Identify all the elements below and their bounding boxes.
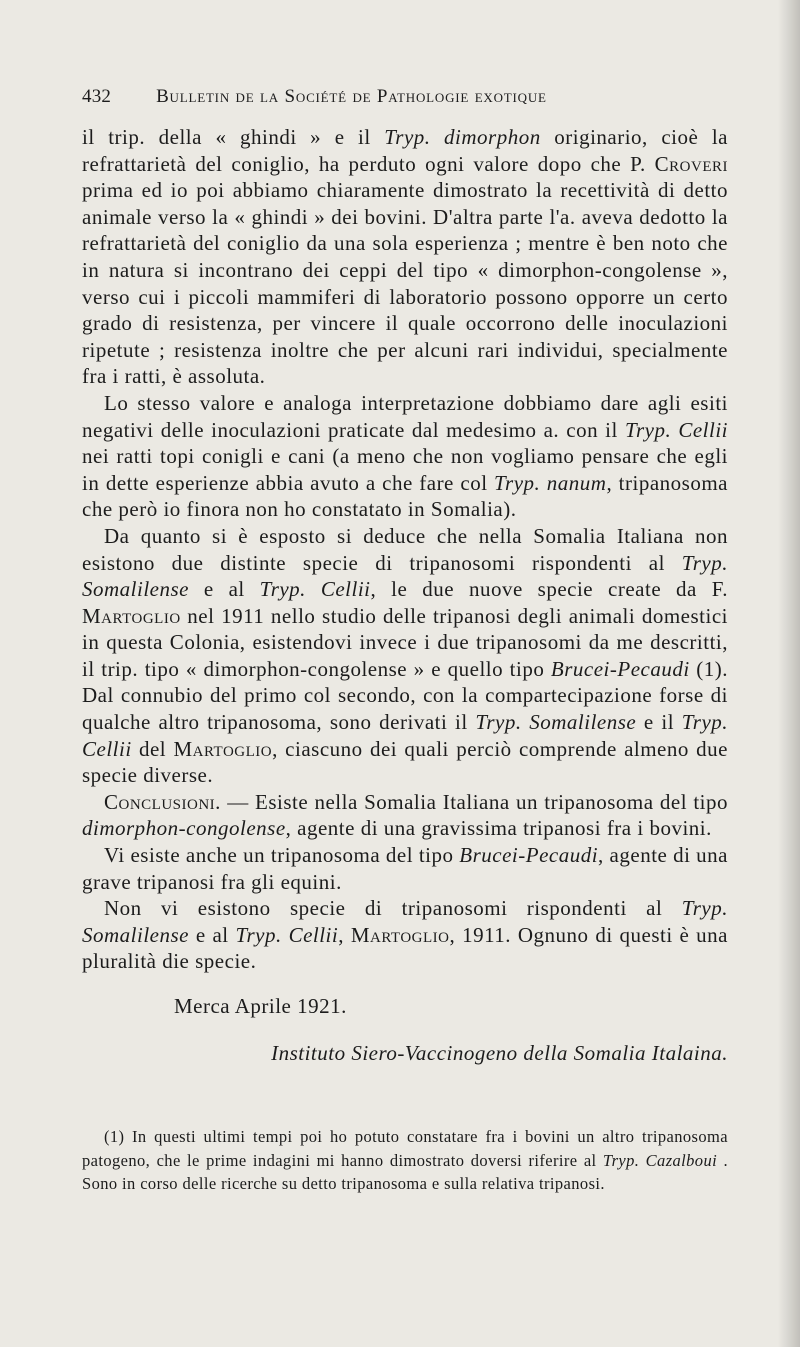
page-edge-shadow bbox=[778, 0, 800, 1347]
author-name: Martoglio bbox=[350, 922, 450, 947]
footnote bbox=[82, 1125, 728, 1196]
paragraph-2 bbox=[82, 390, 728, 523]
text-run: , bbox=[338, 922, 351, 947]
text-run: , agente di una grave tripanosi fra gli equini. bbox=[82, 843, 729, 894]
text-run: il trip. della « ghindi » e il bbox=[82, 125, 385, 149]
text-run: (1) In questi ultimi tempi poi ho potuto constatare fra i bovini un altro tripanosoma patogeno, che le prime indagini mi hanno dimostrato doversi riferire al bbox=[82, 1127, 728, 1170]
paragraph-6 bbox=[82, 895, 728, 975]
species-name: Tryp. Somalilense bbox=[475, 710, 637, 735]
footnote-1 bbox=[82, 1125, 728, 1196]
text-run: , agente di una gravissima tripanosi fra i bovini. bbox=[285, 816, 712, 841]
species-name: Tryp. dimorphon bbox=[384, 125, 541, 149]
species-name: Tryp. Cazalboui bbox=[602, 1150, 718, 1170]
text-run: , tripanosoma che però io finora non ho constatato in Somalia). bbox=[82, 470, 728, 522]
text-run: del bbox=[131, 736, 174, 761]
text-run: (1). Dal connubio del primo col secondo, con la compartecipazione forse di qualche altro tripanosoma, sono derivati il bbox=[82, 656, 728, 735]
article-body bbox=[82, 124, 728, 1066]
text-run: nel 1911 nello studio delle tripanosi degli animali domestici in questa Colonia, esistendovi invece i due tripanosomi da me descritti, il trip. tipo « dimorphon-congolense » e quello tipo bbox=[82, 603, 728, 681]
text-run: e al bbox=[188, 577, 260, 602]
text-run: e il bbox=[636, 710, 682, 735]
author-name: Martoglio bbox=[173, 736, 273, 761]
species-name: Tryp. Somalilense bbox=[82, 550, 728, 602]
species-name: Tryp. Cellii bbox=[259, 577, 371, 602]
conclusions-heading: Conclusioni. bbox=[104, 789, 221, 814]
species-name: Tryp. Cellii bbox=[82, 710, 729, 761]
paragraph-conclusions bbox=[82, 789, 728, 842]
text-run: Lo stesso valore e analoga interpretazione dobbiamo dare agli esiti negativi delle inoculazioni praticate dal medesimo a. con il bbox=[82, 390, 728, 442]
place-date: Merca Aprile 1921. bbox=[174, 994, 347, 1018]
text-run: prima ed io poi abbiamo chiaramente dimostrato la recettività di detto animale verso la « ghindi » dei bovini. D'altra parte l'a. aveva dedotto la refrattarietà del coniglio da una sola esperienza ; mentre è ben noto che in natura si incontrano dei ceppi del tipo « dimorphon-congolense », verso cui i piccoli mammiferi di laboratorio possono opporre un certo grado di resistenza, per vincere il quale occorrono delle inoculazioni ripetute ; resistenza inoltre che per alcuni rari individui, specialmente fra i ratti, è assoluta. bbox=[82, 178, 728, 389]
page-header bbox=[82, 86, 732, 108]
text-run: , ciascuno dei quali perciò comprende almeno due specie diverse. bbox=[82, 736, 729, 788]
author-name: Martoglio bbox=[82, 603, 181, 628]
text-run: e al bbox=[188, 922, 236, 947]
running-title: Bulletin de la Société de Pathologie exotique bbox=[156, 86, 547, 107]
institute-signature: Instituto Siero-Vaccinogeno della Somalia Italaina. bbox=[271, 1040, 728, 1065]
text-run: . Sono in corso delle ricerche su detto tripanosoma e sulla relativa tripanosi. bbox=[82, 1150, 728, 1193]
paragraph-1 bbox=[82, 124, 728, 390]
species-name: dimorphon-congolense bbox=[82, 816, 286, 841]
species-name: Brucei-Pecaudi bbox=[459, 843, 599, 868]
species-name: Tryp. Somalilense bbox=[82, 896, 728, 947]
text-run: Non vi esistono specie di tripanosomi rispondenti al bbox=[104, 896, 682, 921]
text-run: — Esiste nella Somalia Italiana un tripanosoma del tipo bbox=[220, 789, 728, 814]
text-run: originario, cioè la refrattarietà del coniglio, ha perduto ogni valore dopo che P. bbox=[82, 125, 728, 176]
page-number: 432 bbox=[82, 86, 112, 107]
author-name: Croveri bbox=[654, 151, 728, 176]
text-run: Da quanto si è esposto si deduce che nella Somalia Italiana non esistono due distinte specie di tripanosomi rispondenti al bbox=[82, 523, 728, 575]
paragraph-3 bbox=[82, 523, 728, 789]
paragraph-5 bbox=[82, 842, 728, 895]
text-run: nei ratti topi conigli e cani (a meno che non vogliamo pensare che egli in dette esperienze abbia avuto a che fare col bbox=[82, 444, 728, 495]
species-name: Tryp. nanum bbox=[494, 470, 607, 495]
text-run: Vi esiste anche un tripanosoma del tipo bbox=[104, 843, 460, 868]
text-run: , le due nuove specie create da F. bbox=[370, 577, 729, 602]
species-name: Brucei-Pecaudi bbox=[550, 656, 690, 681]
text-run: , 1911. Ognuno di questi è una pluralità die specie. bbox=[82, 922, 729, 974]
species-name: Tryp. Cellii bbox=[624, 417, 728, 442]
species-name: Tryp. Cellii bbox=[235, 922, 339, 947]
